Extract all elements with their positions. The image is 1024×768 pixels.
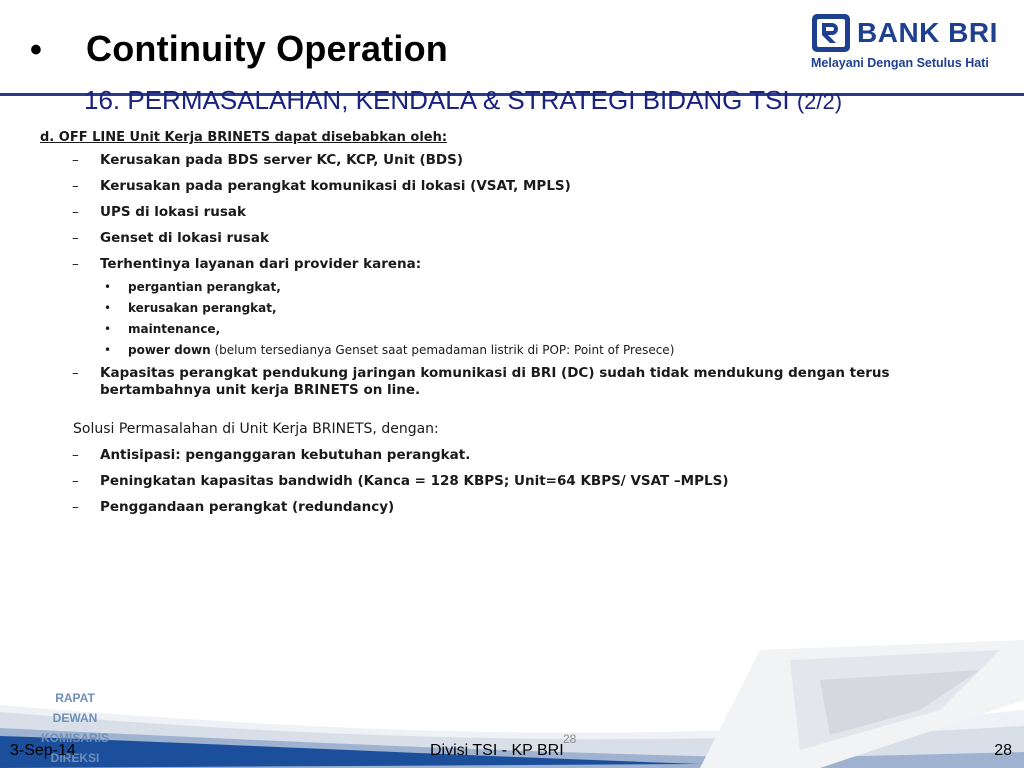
list-item — [40, 365, 1000, 399]
provider-reasons-list — [40, 280, 1000, 358]
sub-list-item-text: kerusakan perangkat, — [128, 301, 277, 315]
solution-item — [40, 473, 1000, 490]
meeting-label-line: RAPAT — [55, 691, 95, 705]
sub-list-item — [40, 343, 1000, 358]
power-down-label: power down — [128, 343, 211, 357]
list-item-text: Kapasitas perangkat pendukung jaringan komunikasi di BRI (DC) sudah tidak mendukung dengan terus bertambahnya unit kerja BRINETS on line. — [100, 365, 890, 398]
solution-item-text: Antisipasi: penganggaran kebutuhan perangkat. — [100, 447, 471, 463]
list-item — [40, 204, 1000, 221]
footer-faint-page-number: 28 — [563, 732, 577, 746]
subtitle-part: (2/2) — [796, 89, 843, 114]
title-row — [30, 28, 448, 70]
logo-name: BANK BRI — [857, 16, 998, 48]
list-item-text: UPS di lokasi rusak — [100, 204, 247, 220]
meeting-label-line: DIREKSI — [50, 751, 100, 765]
solution-item-text: Penggandaan perangkat (redundancy) — [100, 499, 395, 515]
meeting-label-line: DEWAN — [52, 711, 98, 725]
dash-marker: – — [72, 178, 79, 194]
slide-subtitle — [84, 85, 842, 116]
logo-tagline: Melayani Dengan Setulus Hati — [811, 55, 989, 70]
dash-marker: – — [72, 152, 79, 168]
list-item-text: Terhentinya layanan dari provider karena: — [100, 256, 422, 272]
solution-intro: Solusi Permasalahan di Unit Kerja BRINETS, dengan: — [73, 421, 439, 437]
sub-list-item-text: pergantian perangkat, — [128, 280, 281, 294]
footer-division: Divisi TSI - KP BRI — [430, 742, 564, 759]
list-item — [40, 256, 1000, 273]
footer-date: 3-Sep-14 — [10, 742, 76, 759]
dash-marker: – — [72, 365, 79, 381]
dash-marker: – — [72, 230, 79, 246]
solution-item-text: Peningkatan kapasitas bandwidh (Kanca = 128 KBPS; Unit=64 KBPS/ VSAT –MPLS) — [100, 473, 729, 489]
list-item — [40, 230, 1000, 247]
solution-item — [40, 447, 1000, 464]
dash-marker: – — [72, 499, 79, 515]
list-item — [40, 178, 1000, 195]
sub-list-item-text: maintenance, — [128, 322, 221, 336]
title-bullet: • — [30, 31, 42, 69]
dash-marker: – — [72, 256, 79, 272]
bullet-marker: • — [104, 343, 112, 357]
list-item — [40, 152, 1000, 169]
sub-list-item — [40, 301, 1000, 316]
meeting-label-line: KOMISARIS — [40, 731, 109, 745]
bri-logo-icon — [811, 13, 851, 53]
list-item-text: Kerusakan pada perangkat komunikasi di lokasi (VSAT, MPLS) — [100, 178, 571, 194]
subtitle-text: 16. PERMASALAHAN, KENDALA & STRATEGI BIDANG TSI — [84, 85, 790, 115]
bank-logo — [793, 2, 1019, 80]
section-heading: d. OFF LINE Unit Kerja BRINETS dapat disebabkan oleh: — [40, 130, 448, 145]
solution-item — [40, 499, 1000, 516]
dash-marker: – — [72, 447, 79, 463]
power-down-note: (belum tersedianya Genset saat pemadaman listrik di POP: Point of Presece) — [214, 343, 675, 357]
page-number: 28 — [994, 742, 1012, 759]
bullet-marker: • — [104, 322, 112, 336]
sub-list-item — [40, 280, 1000, 295]
slide-content — [40, 130, 1000, 525]
sub-list-item — [40, 322, 1000, 337]
bullet-marker: • — [104, 301, 112, 315]
bullet-marker: • — [104, 280, 112, 294]
list-item-text: Genset di lokasi rusak — [100, 230, 269, 246]
slide-title: Continuity Operation — [86, 28, 448, 69]
list-item-text: Kerusakan pada BDS server KC, KCP, Unit (BDS) — [100, 152, 464, 168]
dash-marker: – — [72, 204, 79, 220]
dash-marker: – — [72, 473, 79, 489]
